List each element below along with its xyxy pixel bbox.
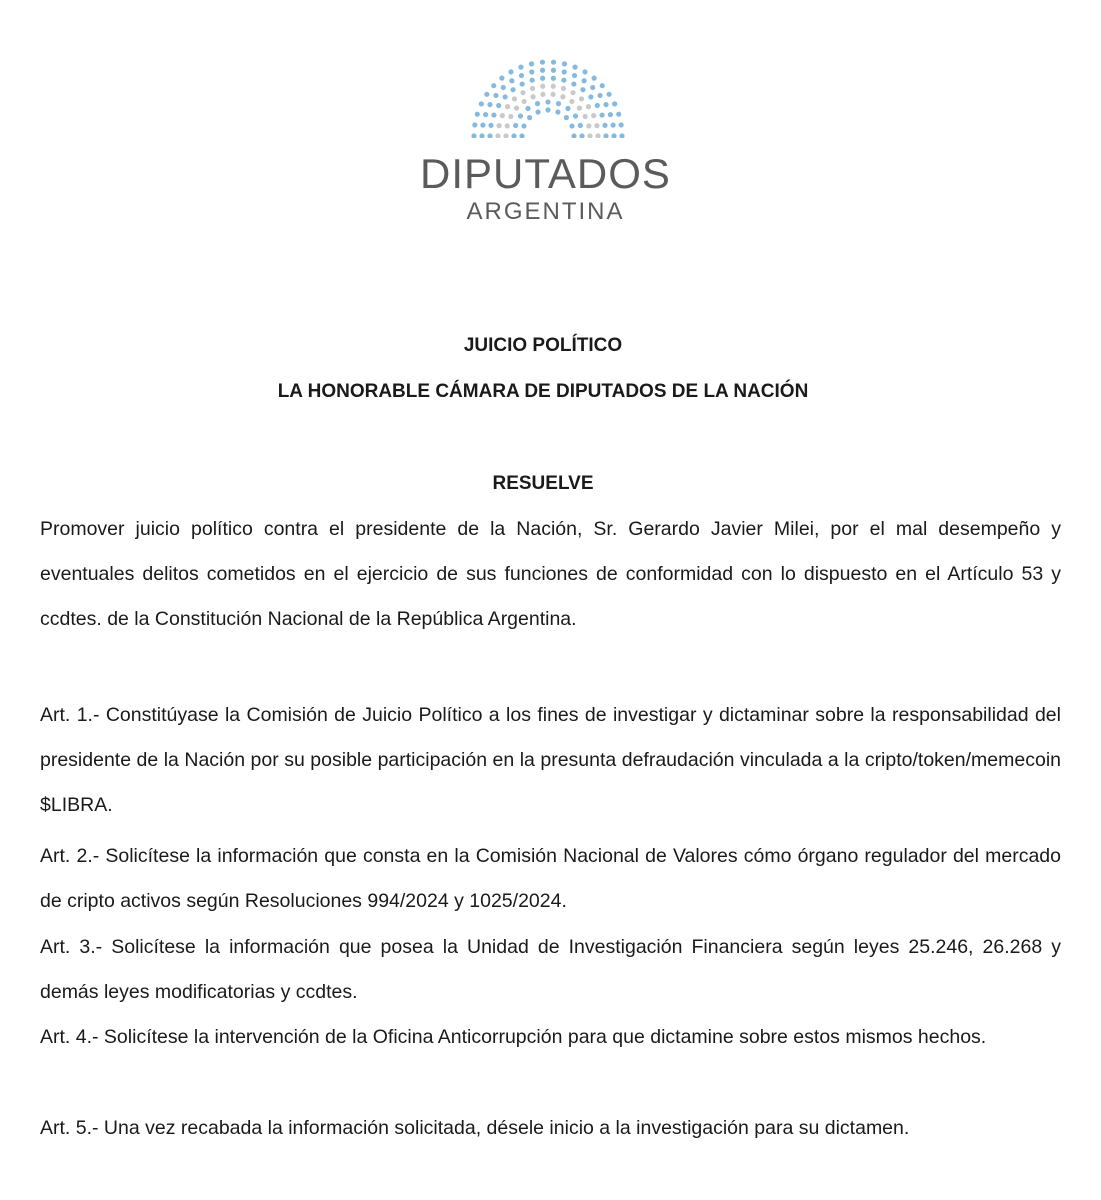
logo-seat-dot [483, 112, 488, 117]
logo-seat-dot [588, 94, 593, 99]
logo-seat-dot [619, 133, 624, 138]
logo-seat-dot [594, 123, 599, 128]
document-subtitle: LA HONORABLE CÁMARA DE DIPUTADOS DE LA NACIÓN [277, 381, 809, 402]
logo-seat-dot [479, 133, 484, 138]
parliament-arc-icon [468, 58, 628, 138]
logo-seat-dot [540, 60, 545, 65]
logo-seat-dot [530, 86, 535, 91]
logo-seat-dot [569, 99, 574, 104]
logo-seat-dot [616, 112, 621, 117]
logo-seat-dot [512, 96, 517, 101]
logo-seat-dot [600, 83, 605, 88]
logo-seat-dot [500, 113, 505, 118]
logo-seat-dot [551, 60, 556, 65]
logo-seat-dot [514, 106, 519, 111]
logo-seat-dot [595, 103, 600, 108]
logo-seat-dot [525, 106, 530, 111]
logo-seat-dot [608, 112, 613, 117]
logo-seat-dot [501, 85, 506, 90]
logo-seat-dot [505, 104, 510, 109]
logo-seat-dot [520, 81, 525, 86]
logo-seat-dot [556, 101, 561, 106]
logo-seat-dot [519, 73, 524, 78]
logo-seat-dot [572, 73, 577, 78]
logo-seat-dot [551, 84, 556, 89]
logo-seat-dot [527, 115, 532, 120]
logo-seat-dot [531, 94, 536, 99]
logo-seat-dot [499, 76, 504, 81]
article-2: Art. 2.- Solicítese la información que consta en la Comisión Nacional de Valores cómo órgano regulador del mercado de cripto activos según Resoluciones 994/2024 y 1025/2024. [40, 845, 1061, 912]
diputados-logo [0, 0, 1101, 240]
logo-subtitle: ARGENTINA [466, 198, 625, 225]
logo-seat-dot [540, 76, 545, 81]
logo-seat-dot [599, 112, 604, 117]
logo-seat-dot [579, 96, 584, 101]
logo-seat-dot [582, 69, 587, 74]
logo-seat-dot [529, 69, 534, 74]
resolves-heading: RESUELVE [492, 473, 594, 494]
article-1: Art. 1.- Constitúyase la Comisión de Juicio Político a los fines de investigar y dictaminar sobre la responsabilidad del presidente de la Nación por su posible participación en la presunta defraudación vinculada a la cripto/token/memecoin $LIBRA. [40, 704, 1061, 816]
logo-seat-dot [561, 78, 566, 83]
logo-seat-dot [540, 68, 545, 73]
logo-seat-dot [565, 106, 570, 111]
logo-seat-dot [602, 123, 607, 128]
logo-seat-dot [522, 99, 527, 104]
logo-seat-dot [510, 87, 515, 92]
logo-seat-dot [535, 101, 540, 106]
article-5: Art. 5.- Una vez recabada la información solicitada, désele inicio a la investigación para su dictamen. [40, 1117, 910, 1139]
logo-seat-dot [550, 92, 555, 97]
logo-seat-dot [578, 123, 583, 128]
logo-seat-dot [571, 133, 576, 138]
logo-seat-dot [572, 65, 577, 70]
logo-seat-dot [586, 123, 591, 128]
logo-seat-dot [555, 109, 560, 114]
logo-seat-dot [573, 113, 578, 118]
document-title: JUICIO POLÍTICO [463, 335, 623, 356]
logo-seat-dot [611, 123, 616, 128]
logo-seat-dot [520, 90, 525, 95]
logo-seat-dot [530, 78, 535, 83]
logo-seat-dot [560, 94, 565, 99]
logo-seat-dot [612, 101, 617, 106]
logo-seat-dot [580, 87, 585, 92]
logo-seat-dot [597, 93, 602, 98]
logo-seat-dot [579, 133, 584, 138]
logo-seat-dot [519, 133, 524, 138]
logo-seat-dot [562, 69, 567, 74]
article-3: Art. 3.- Solicítese la información que posea la Unidad de Investigación Financiera según leyes 25.246, 26.268 y demás leyes modificatorias y ccdtes. [40, 936, 1061, 1003]
logo-seat-dot [540, 84, 545, 89]
logo-seat-dot [488, 123, 493, 128]
logo-seat-dot [491, 112, 496, 117]
logo-seat-dot [591, 113, 596, 118]
logo-seat-dot [521, 123, 526, 128]
logo-seat-dot [545, 99, 550, 104]
logo-seat-dot [495, 133, 500, 138]
logo-seat-dot [603, 133, 608, 138]
logo-seat-dot [611, 133, 616, 138]
logo-seat-dot [592, 76, 597, 81]
logo-seat-dot [518, 113, 523, 118]
logo-seat-dot [503, 94, 508, 99]
logo-seat-dot [496, 123, 501, 128]
logo-seat-dot [603, 102, 608, 107]
logo-seat-dot [503, 133, 508, 138]
logo-seat-dot [551, 76, 556, 81]
intro-paragraph: Promover juicio político contra el presidente de la Nación, Sr. Gerardo Javier Milei, por el mal desempeño y eventuales delitos cometidos en el ejercicio de sus funciones de conformidad con lo dispuesto en el Artículo 53 y ccdtes. de la Constitución Nacional de la República Argentina. [40, 518, 1061, 630]
logo-seat-dot [540, 92, 545, 97]
article-4: Art. 4.- Solicítese la intervención de la Oficina Anticorrupción para que dictamine sobre estos mismos hechos. [40, 1026, 987, 1048]
logo-seat-dot [561, 86, 566, 91]
logo-seat-dot [505, 123, 510, 128]
logo-seat-dot [475, 112, 480, 117]
logo-seat-dot [582, 78, 587, 83]
logo-seat-dot [487, 102, 492, 107]
logo-seat-dot [595, 133, 600, 138]
logo-seat-dot [529, 61, 534, 66]
logo-seat-dot [511, 133, 516, 138]
logo-seat-dot [586, 104, 591, 109]
logo-seat-dot [471, 133, 476, 138]
logo-seat-dot [509, 78, 514, 83]
logo-seat-dot [491, 83, 496, 88]
logo-seat-dot [545, 107, 550, 112]
logo-seat-dot [480, 123, 485, 128]
logo-seat-dot [577, 106, 582, 111]
logo-seat-dot [570, 90, 575, 95]
logo-seat-dot [564, 115, 569, 120]
logo-title: DIPUTADOS [420, 150, 671, 197]
logo-seat-dot [590, 85, 595, 90]
logo-seat-dot [508, 114, 513, 119]
logo-seat-dot [587, 133, 592, 138]
logo-seat-dot [479, 101, 484, 106]
logo-seat-dot [508, 69, 513, 74]
logo-seat-dot [569, 123, 574, 128]
logo-seat-dot [472, 122, 477, 127]
logo-seat-dot [513, 123, 518, 128]
logo-seat-dot [607, 92, 612, 97]
logo-seat-dot [487, 133, 492, 138]
logo-seat-dot [551, 68, 556, 73]
logo-seat-dot [619, 122, 624, 127]
logo-seat-dot [484, 92, 489, 97]
logo-seat-dot [583, 114, 588, 119]
logo-seat-dot [571, 81, 576, 86]
logo-seat-dot [493, 93, 498, 98]
logo-seat-dot [518, 65, 523, 70]
logo-seat-dot [535, 109, 540, 114]
logo-seat-dot [562, 61, 567, 66]
logo-seat-dot [496, 103, 501, 108]
